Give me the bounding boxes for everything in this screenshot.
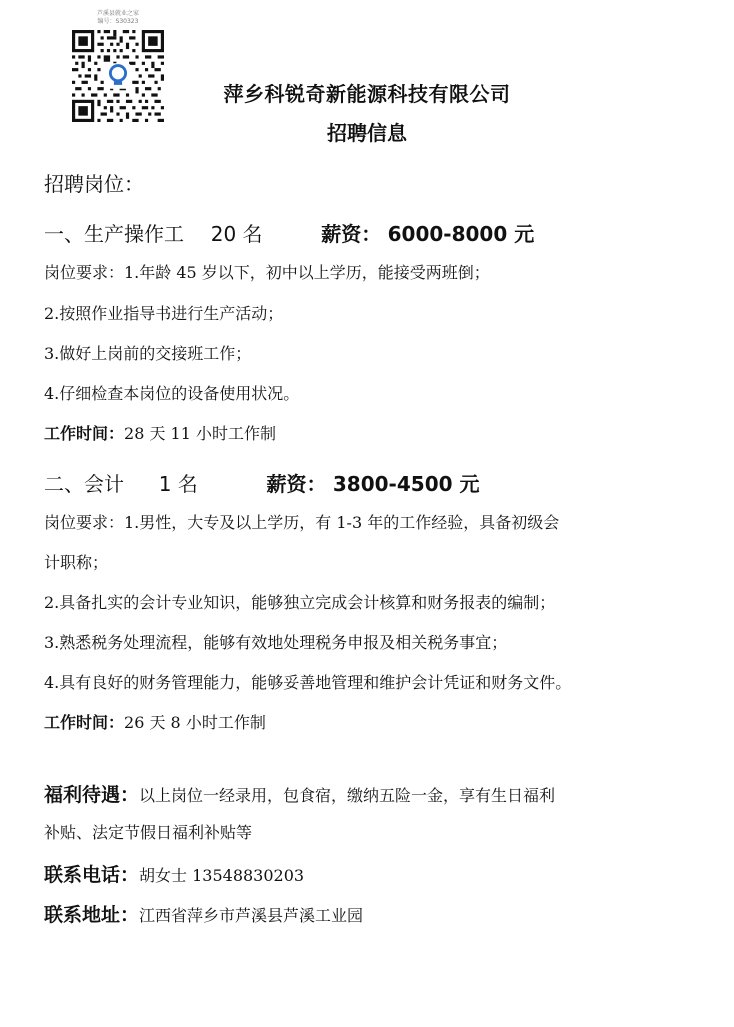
job2-time-value: 26 天 8 小时工作制 — [124, 713, 266, 732]
job1-salary-label: 薪资： — [321, 222, 382, 246]
job2-req-1b: 计职称； — [44, 553, 109, 572]
job1-title: 一、生产操作工 — [44, 222, 184, 246]
job1-time — [44, 421, 276, 444]
job1-count: 20 名 — [210, 222, 263, 246]
job2-time-label: 工作时间： — [44, 713, 125, 732]
job2-count: 1 名 — [158, 472, 198, 496]
job2-req-4: 4.具有良好的财务管理能力，能够妥善地管理和维护会计凭证和财务文件。 — [44, 673, 572, 692]
job2-salary-label: 薪资： — [266, 472, 327, 496]
qr-caption-line2: 编号：S30323 — [97, 18, 139, 25]
qr-code-icon — [72, 30, 164, 122]
job2-req-2: 2.具备扎实的会计专业知识，能够独立完成会计核算和财务报表的编制； — [44, 593, 556, 612]
qr-caption — [68, 10, 168, 26]
job2-title: 二、会计 — [44, 472, 124, 496]
benefits-label: 福利待遇： — [44, 784, 140, 806]
address-value: 江西省萍乡市芦溪县芦溪工业园 — [139, 906, 364, 925]
benefits-line-a — [44, 780, 555, 807]
phone-value: 胡女士 13548830203 — [139, 866, 305, 885]
job2-req-3: 3.熟悉税务处理流程，能够有效地处理税务申报及相关税务事宜； — [44, 633, 508, 652]
job1-time-value: 28 天 11 小时工作制 — [124, 424, 276, 443]
job1-req-1: 岗位要求：1.年龄 45 岁以下，初中以上学历，能接受两班倒； — [44, 263, 490, 282]
address-label: 联系地址： — [44, 904, 140, 926]
job1-req-3: 3.做好上岗前的交接班工作； — [44, 344, 252, 363]
job1-req-2: 2.按照作业指导书进行生产活动； — [44, 304, 284, 323]
job1-salary-value: 6000-8000 元 — [387, 222, 535, 246]
job2-req-1a: 岗位要求：1.男性，大专及以上学历，有 1-3 年的工作经验，具备初级会 — [44, 513, 560, 532]
section-label: 招聘岗位： — [44, 172, 144, 196]
benefits-text-b: 补贴、法定节假日福利补贴等 — [44, 823, 253, 842]
job1-time-label: 工作时间： — [44, 424, 125, 443]
benefits-text-a: 以上岗位一经录用，包食宿，缴纳五险一金，享有生日福利 — [139, 786, 556, 805]
job1-heading — [44, 218, 534, 247]
job1-req-4: 4.仔细检查本岗位的设备使用状况。 — [44, 384, 300, 403]
job2-salary-value: 3800-4500 元 — [332, 472, 480, 496]
job2-time — [44, 710, 266, 733]
company-title: 萍乡科锐奇新能源科技有限公司 — [223, 82, 511, 106]
page-subtitle: 招聘信息 — [327, 121, 407, 145]
qr-caption-line1: 芦溪县就业之家 — [96, 10, 139, 17]
job2-heading — [44, 468, 479, 497]
phone-label: 联系电话： — [44, 864, 140, 886]
contact-address — [44, 900, 363, 927]
contact-phone — [44, 860, 304, 887]
